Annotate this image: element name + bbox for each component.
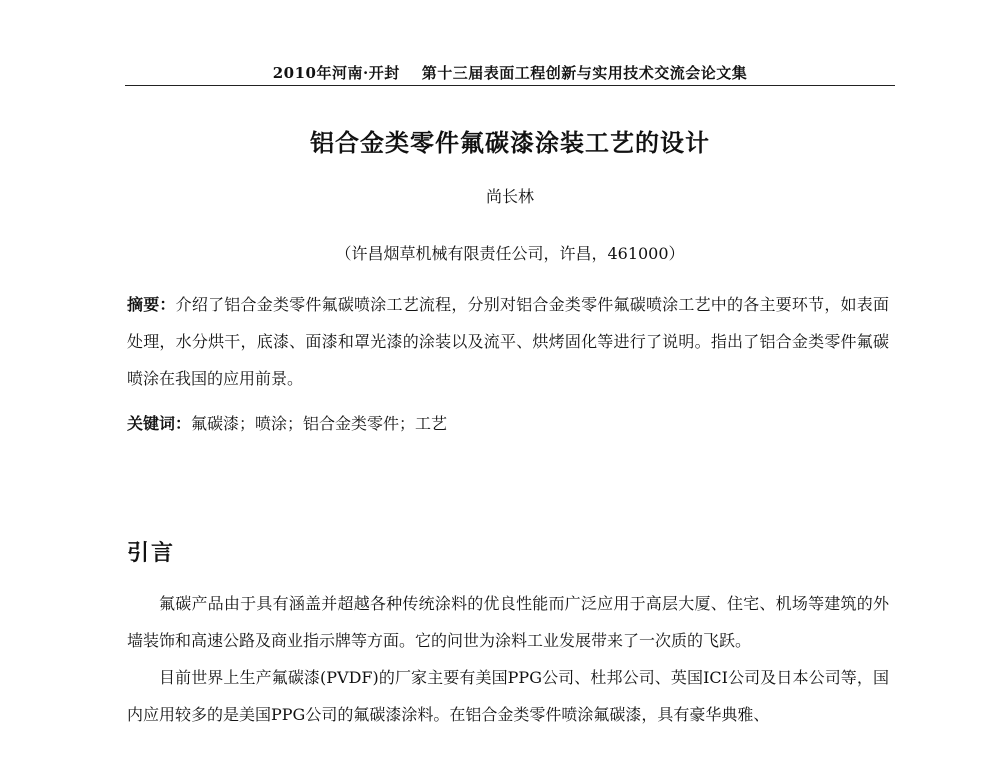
section-heading-introduction: 引言	[127, 540, 176, 566]
paper-title: 铝合金类零件氟碳漆涂装工艺的设计	[310, 128, 710, 157]
body-paragraph: 氟碳产品由于具有涵盖并超越各种传统涂料的优良性能而广泛应用于高层大厦、住宅、机场等建筑的外墙装饰和高速公路及商业指示牌等方面。它的问世为涂料工业发展带来了一次质的飞跃。	[127, 594, 889, 650]
author-affiliation: （许昌烟草机械有限责任公司，许昌，461000）	[335, 244, 685, 263]
header-divider	[125, 85, 895, 86]
keywords	[127, 407, 889, 441]
abstract-label: 摘要：	[127, 295, 176, 314]
body-paragraph: 目前世界上生产氟碳漆(PVDF)的厂家主要有美国PPG公司、杜邦公司、英国ICI公司及日本公司等，国内应用较多的是美国PPG公司的氟碳漆涂料。在铝合金类零件喷涂氟碳漆，具有豪华典雅、	[127, 668, 889, 724]
running-header	[125, 62, 895, 84]
abstract	[127, 286, 889, 397]
abstract-text: 介绍了铝合金类零件氟碳喷涂工艺流程，分别对铝合金类零件氟碳喷涂工艺中的各主要环节，如表面处理，水分烘干，底漆、面漆和罩光漆的涂装以及流平、烘烤固化等进行了说明。指出了铝合金类零件氟碳喷涂在我国的应用前景。	[127, 295, 889, 388]
header-conference-location: 2010年河南·开封	[272, 64, 400, 82]
introduction-body	[127, 585, 889, 733]
keywords-text: 氟碳漆；喷涂；铝合金类零件；工艺	[191, 414, 448, 433]
author-name: 尚长林	[485, 187, 534, 206]
header-proceedings-title: 第十三届表面工程创新与实用技术交流会论文集	[421, 64, 748, 82]
keywords-label: 关键词：	[127, 414, 192, 433]
